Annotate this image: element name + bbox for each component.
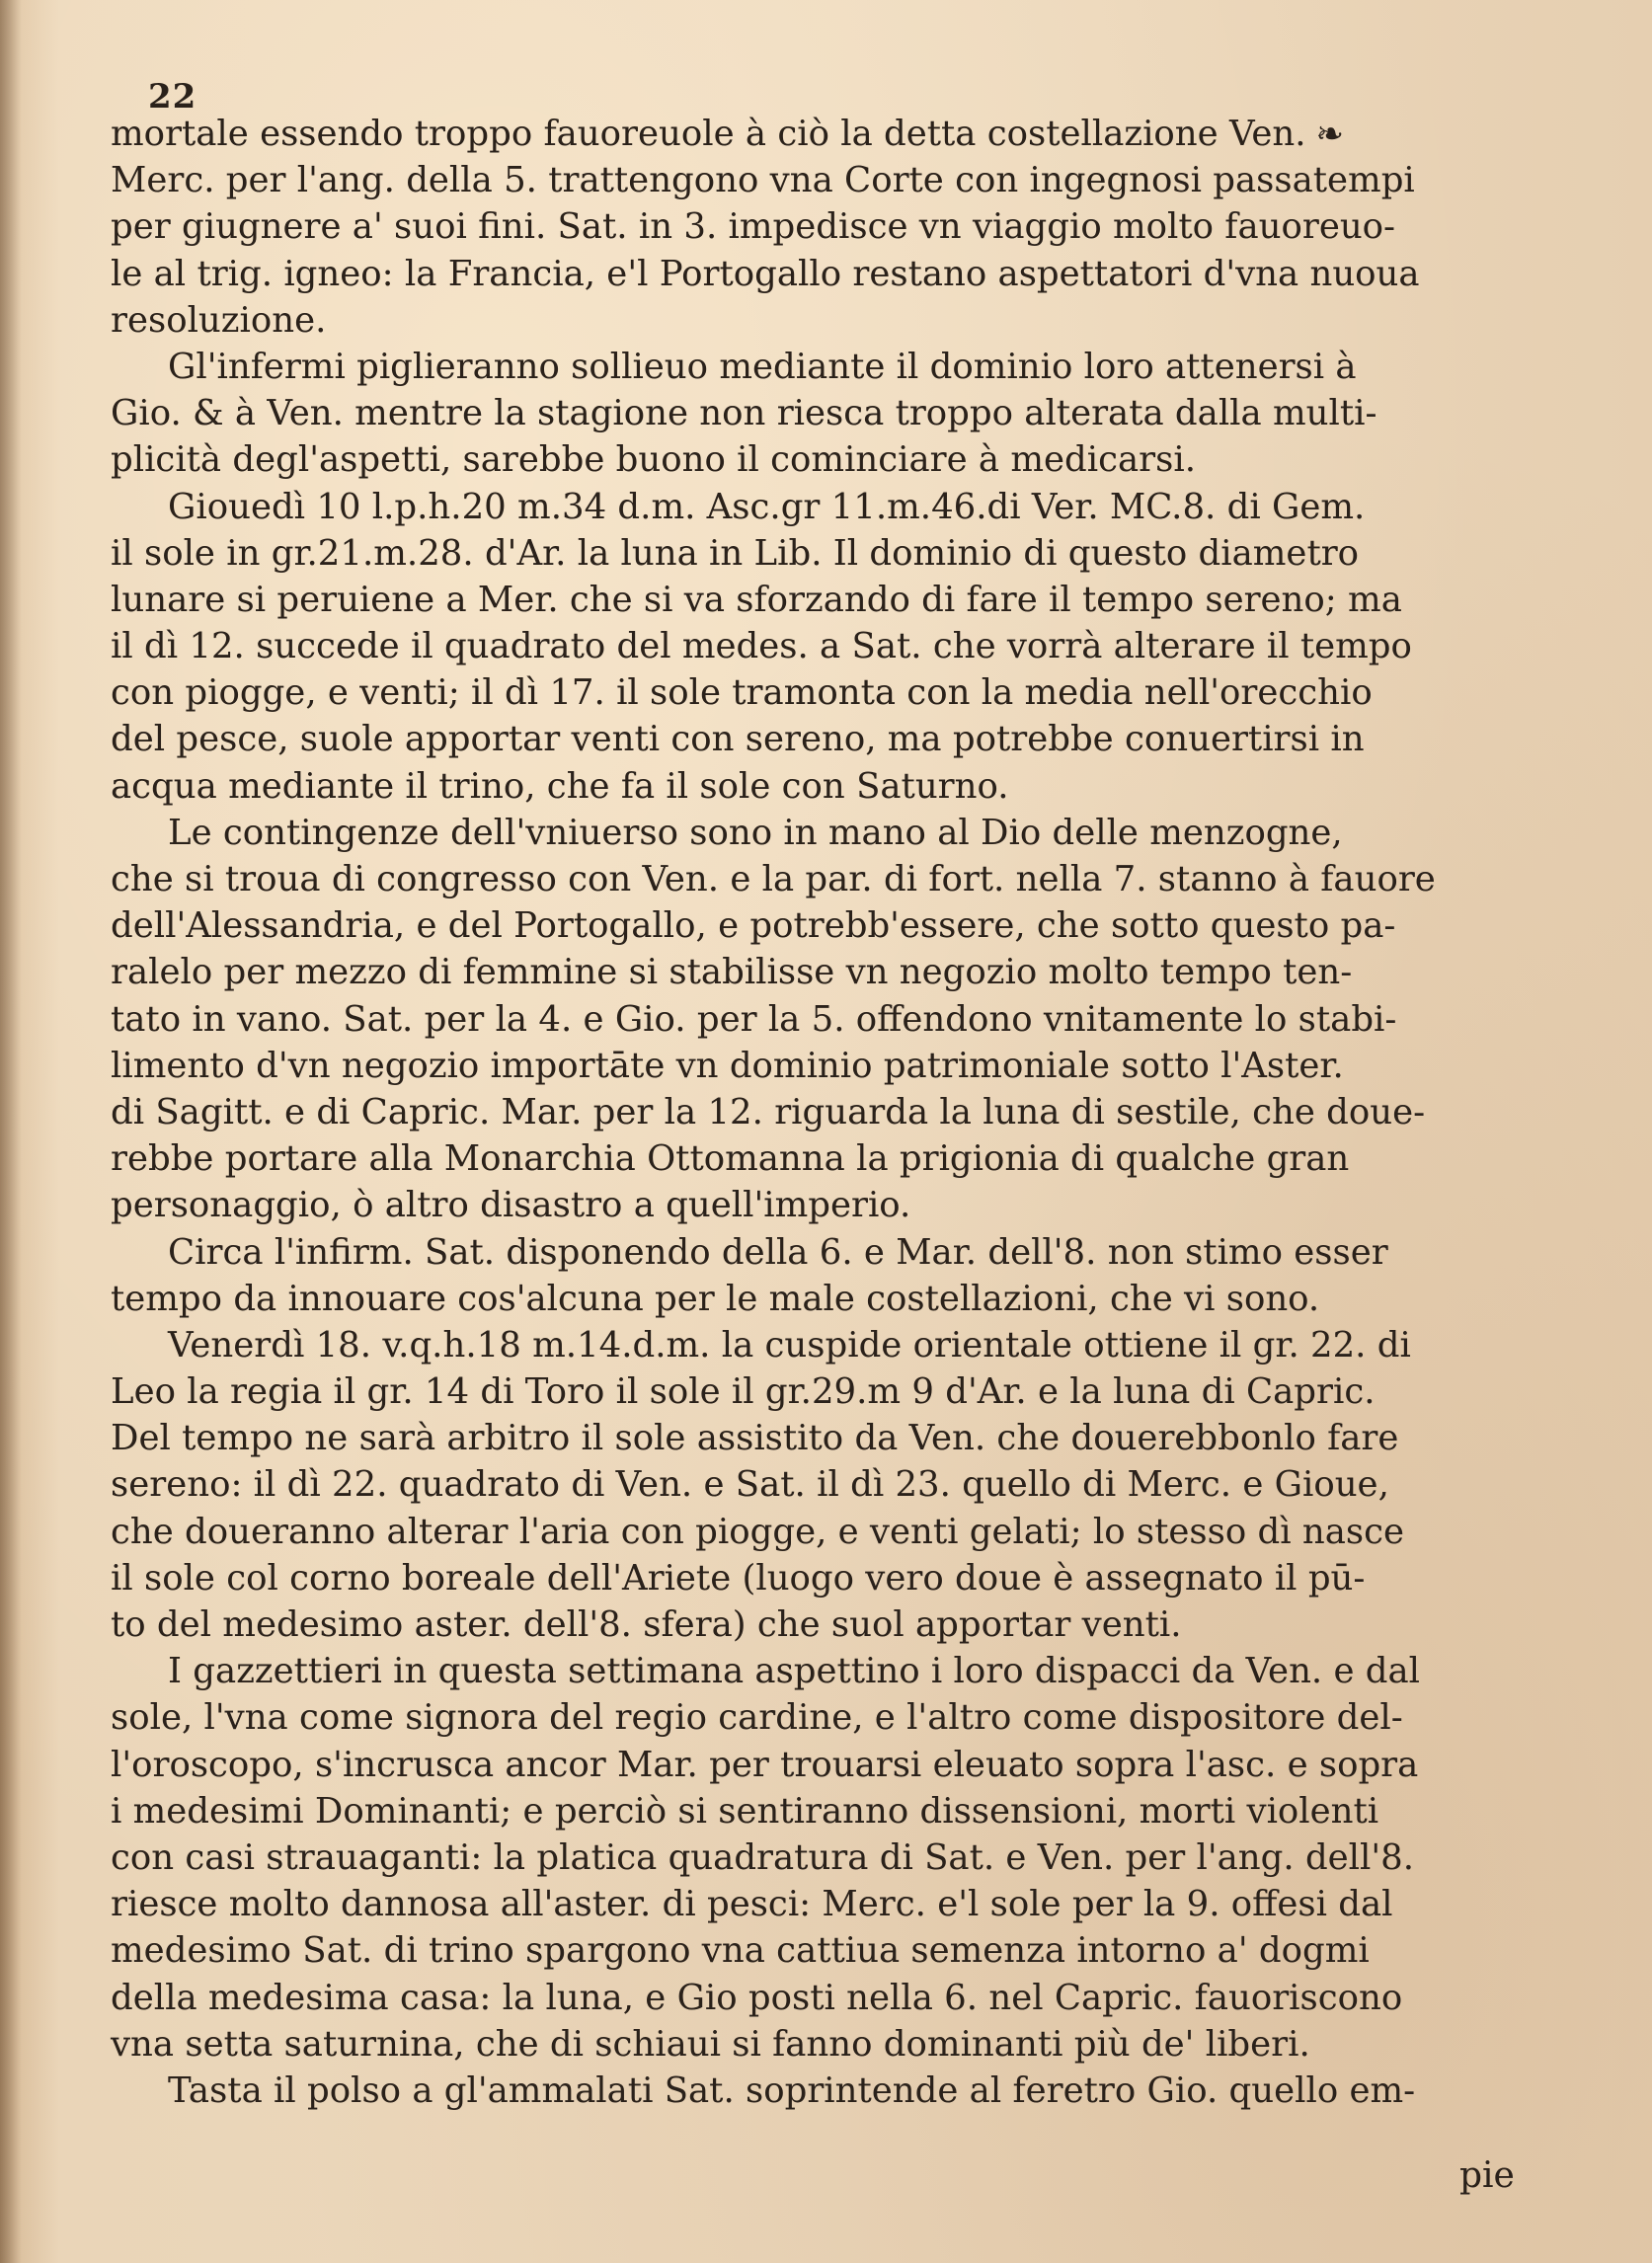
text-line-content: del pesce, suole apportar venti con sereno, ma potrebbe conuertirsi in (111, 719, 1365, 760)
text-line (111, 810, 1570, 856)
text-line (111, 1368, 1570, 1415)
text-line (111, 1415, 1570, 1461)
text-line (111, 1276, 1570, 1322)
text-line-content: riesce molto dannosa all'aster. di pesci: Merc. e'l sole per la 9. offesi dal (111, 1884, 1393, 1925)
catchword: pie (1459, 2155, 1515, 2196)
text-line-content: mortale essendo troppo fauoreuole à ciò la detta costellazione Ven. (111, 114, 1306, 154)
text-line (111, 1089, 1570, 1135)
text-line-content: personaggio, ò altro disastro a quell'imperio. (111, 1185, 911, 1226)
text-line (111, 1975, 1570, 2021)
text-line (111, 1601, 1570, 1648)
text-line-content: Gl'infermi piglieranno sollieuo mediante il dominio loro attenersi à (168, 346, 1357, 387)
text-line-content: Venerdì 18. v.q.h.18 m.14.d.m. la cuspide orientale ottiene il gr. 22. di (168, 1324, 1411, 1366)
text-line (111, 1881, 1570, 1927)
text-line-content: Gio. & à Ven. mentre la stagione non riesca troppo alterata dalla multi- (111, 393, 1377, 434)
text-line-content: le al trig. igneo: la Francia, e'l Portogallo restano aspettatori d'vna nuoua (111, 253, 1420, 294)
text-line-content: resoluzione. (111, 299, 327, 341)
binding-shadow (0, 0, 22, 2263)
text-line (111, 996, 1570, 1043)
text-line (111, 577, 1570, 623)
text-line-content: Circa l'infirm. Sat. disponendo della 6. e Mar. dell'8. non stimo esser (168, 1231, 1388, 1273)
text-line (111, 1834, 1570, 1881)
text-line (111, 484, 1570, 530)
text-line (111, 1555, 1570, 1601)
text-line (111, 111, 1570, 157)
text-line (111, 1182, 1570, 1228)
body-text (111, 111, 1570, 2114)
text-line-content: ralelo per mezzo di femmine si stabilisse vn negozio molto tempo ten- (111, 952, 1353, 993)
text-line (111, 203, 1570, 250)
text-line (111, 623, 1570, 669)
text-line-content: plicità degl'aspetti, sarebbe buono il cominciare à medicarsi. (111, 439, 1196, 481)
text-line (111, 949, 1570, 995)
text-line-content: tato in vano. Sat. per la 4. e Gio. per la 5. offendono vnitamente lo stabi- (111, 998, 1397, 1040)
text-line-content: Giouedì 10 l.p.h.20 m.34 d.m. Asc.gr 11.m.46.di Ver. MC.8. di Gem. (168, 486, 1366, 527)
text-line (111, 856, 1570, 902)
text-line (111, 763, 1570, 810)
page-number: 22 (148, 77, 197, 117)
text-line-content: Tasta il polso a gl'ammalati Sat. soprintende al feretro Gio. quello em- (168, 2069, 1416, 2111)
text-line-content: I gazzettieri in questa settimana aspettino i loro dispacci da Ven. e dal (168, 1651, 1421, 1692)
text-line-content: che si troua di congresso con Ven. e la par. di fort. nella 7. stanno à fauore (111, 859, 1436, 899)
text-line-content: tempo da innouare cos'alcuna per le male costellazioni, che vi sono. (111, 1278, 1320, 1319)
text-line (111, 530, 1570, 577)
text-line-content: il sole col corno boreale dell'Ariete (luogo vero doue è assegnato il pū- (111, 1557, 1366, 1599)
text-line (111, 1135, 1570, 1182)
text-line (111, 1742, 1570, 1788)
text-line-content: di Sagitt. e di Capric. Mar. per la 12. riguarda la luna di sestile, che doue- (111, 1091, 1426, 1132)
text-line-content: il sole in gr.21.m.28. d'Ar. la luna in Lib. Il dominio di questo diametro (111, 532, 1360, 574)
text-line (111, 1043, 1570, 1089)
text-line-content: Le contingenze dell'vniuerso sono in mano al Dio delle menzogne, (168, 812, 1343, 853)
text-line-content: vna setta saturnina, che di schiaui si fanno dominanti più de' liberi. (111, 2023, 1310, 2065)
text-line (111, 1788, 1570, 1834)
text-line (111, 1648, 1570, 1694)
text-line-content: lunare si peruiene a Mer. che si va sforzando di fare il tempo sereno; ma (111, 579, 1402, 620)
fleuron-ornament: ❧ (1315, 115, 1345, 154)
text-line (111, 157, 1570, 203)
text-line-content: dell'Alessandria, e del Portogallo, e potrebb'essere, che sotto questo pa- (111, 905, 1396, 947)
text-line-content: medesimo Sat. di trino spargono vna cattiua semenza intorno a' dogmi (111, 1930, 1370, 1972)
text-line-content: to del medesimo aster. dell'8. sfera) che suol apportar venti. (111, 1604, 1182, 1645)
text-line (111, 1509, 1570, 1555)
text-line (111, 1461, 1570, 1508)
text-line (111, 1694, 1570, 1741)
text-line-content: rebbe portare alla Monarchia Ottomanna la prigionia di qualche gran (111, 1138, 1350, 1180)
text-line (111, 1322, 1570, 1368)
text-line-content: sereno: il dì 22. quadrato di Ven. e Sat. il dì 23. quello di Merc. e Gioue, (111, 1464, 1389, 1506)
text-line-content: Del tempo ne sarà arbitro il sole assistito da Ven. che douerebbonlo fare (111, 1418, 1399, 1459)
text-line-content: acqua mediante il trino, che fa il sole con Saturno. (111, 765, 1009, 807)
text-line (111, 1229, 1570, 1276)
text-line (111, 344, 1570, 390)
text-line-content: il dì 12. succede il quadrato del medes. a Sat. che vorrà alterare il tempo (111, 626, 1412, 667)
text-line (111, 716, 1570, 762)
text-line-content: i medesimi Dominanti; e perciò si sentiranno dissensioni, morti violenti (111, 1790, 1379, 1832)
text-line (111, 436, 1570, 483)
text-line (111, 669, 1570, 716)
text-line-content: con casi strauaganti: la platica quadratura di Sat. e Ven. per l'ang. dell'8. (111, 1836, 1415, 1878)
text-line-content: sole, l'vna come signora del regio cardine, e l'altro come dispositore del- (111, 1697, 1403, 1739)
text-line (111, 2021, 1570, 2068)
text-line-content: l'oroscopo, s'incrusca ancor Mar. per trouarsi eleuato sopra l'asc. e sopra (111, 1744, 1419, 1785)
text-line (111, 297, 1570, 344)
text-line-content: che doueranno alterar l'aria con piogge, e venti gelati; lo stesso dì nasce (111, 1511, 1404, 1552)
text-line (111, 390, 1570, 436)
text-line (111, 251, 1570, 297)
text-line (111, 902, 1570, 949)
text-line (111, 1927, 1570, 1974)
text-line-content: della medesima casa: la luna, e Gio posti nella 6. nel Capric. fauoriscono (111, 1977, 1403, 2018)
text-line-content: Merc. per l'ang. della 5. trattengono vna Corte con ingegnosi passatempi (111, 160, 1415, 201)
text-line (111, 2068, 1570, 2114)
text-line-content: con piogge, e venti; il dì 17. il sole tramonta con la media nell'orecchio (111, 672, 1373, 714)
text-line-content: Leo la regia il gr. 14 di Toro il sole il gr.29.m 9 d'Ar. e la luna di Capric. (111, 1371, 1376, 1413)
text-line-content: per giugnere a' suoi fini. Sat. in 3. impedisce vn viaggio molto fauoreuo- (111, 206, 1396, 248)
text-line-content: limento d'vn negozio importāte vn dominio patrimoniale sotto l'Aster. (111, 1045, 1344, 1086)
